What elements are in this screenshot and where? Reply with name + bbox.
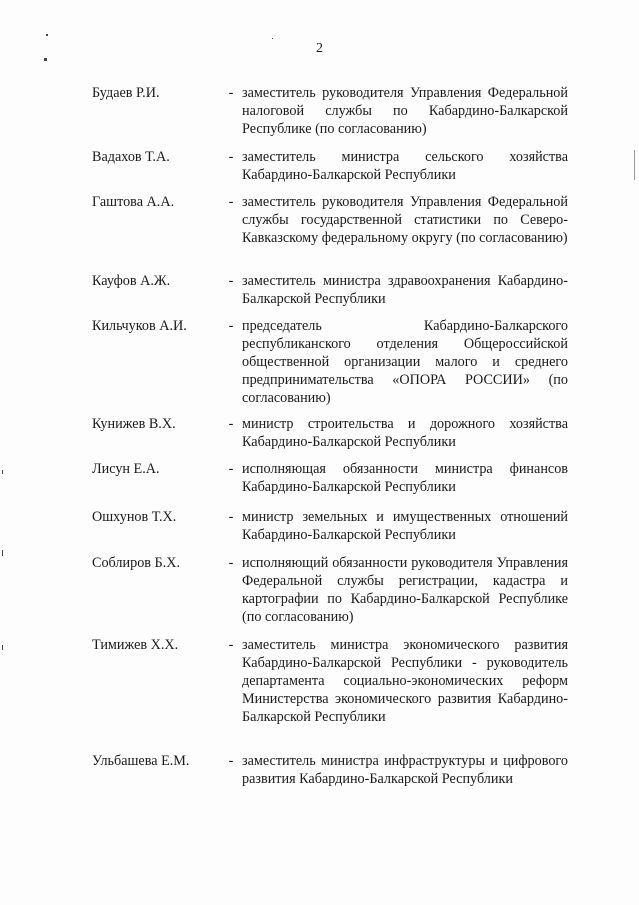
member-position: заместитель министра здравоохранения Кабардино-Балкарской Республики: [242, 273, 568, 307]
member-name: Вадахов Т.А.: [92, 149, 170, 165]
member-name: Гаштова А.А.: [92, 194, 175, 210]
member-position: исполняющая обязанности министра финансов Кабардино-Балкарской Республики: [242, 461, 568, 495]
member-name: Кунижев В.Х.: [92, 416, 176, 432]
member-name: Кильчуков А.И.: [92, 318, 187, 334]
member-position: заместитель министра сельского хозяйства Кабардино-Балкарской Республики: [242, 149, 568, 183]
entry-dash: -: [228, 637, 234, 653]
scan-edge: [634, 150, 635, 180]
scan-speck: [272, 38, 273, 39]
member-name: Лисун Е.А.: [92, 461, 160, 477]
member-name: Ошхунов Т.Х.: [92, 509, 177, 525]
member-position: министр строительства и дорожного хозяйства Кабардино-Балкарской Республики: [242, 416, 568, 450]
scan-speck: [2, 550, 3, 556]
member-position: заместитель руководителя Управления Федеральной налоговой службы по Кабардино-Балкарской Республике (по согласованию): [242, 85, 568, 137]
member-name: Кауфов А.Ж.: [92, 273, 171, 289]
member-position: заместитель руководителя Управления Федеральной службы государственной статистики по Северо-Кавказскому федеральному округу (по согласованию): [242, 194, 568, 246]
member-name: Тимижев Х.Х.: [92, 637, 179, 653]
scan-speck: [44, 58, 47, 61]
page-number: 2: [316, 41, 323, 56]
entry-dash: -: [228, 753, 234, 769]
member-position: заместитель министра инфраструктуры и цифрового развития Кабардино-Балкарской Республики: [242, 753, 568, 787]
scan-speck: [2, 645, 3, 650]
entry-dash: -: [228, 149, 234, 165]
entry-dash: -: [228, 85, 234, 101]
entry-dash: -: [228, 461, 234, 477]
entry-dash: -: [228, 555, 234, 571]
scan-speck: [2, 470, 3, 474]
member-name: Будаев Р.И.: [92, 85, 160, 101]
entry-dash: -: [228, 416, 234, 432]
member-position: заместитель министра экономического развития Кабардино-Балкарской Республики - руководитель департамента социально-экономических реформ Министерства экономического развития Кабардино-Балкарской Республики: [242, 637, 568, 725]
member-name: Соблиров Б.Х.: [92, 555, 181, 571]
member-name: Ульбашева Е.М.: [92, 753, 190, 769]
scan-speck: [46, 34, 48, 36]
entry-dash: -: [228, 318, 234, 334]
entry-dash: -: [228, 273, 234, 289]
entry-dash: -: [228, 194, 234, 210]
member-position: министр земельных и имущественных отношений Кабардино-Балкарской Республики: [242, 509, 568, 543]
member-position: исполняющий обязанности руководителя Управления Федеральной службы регистрации, кадастра и картографии по Кабардино-Балкарской Республике (по согласованию): [242, 555, 568, 625]
entry-dash: -: [228, 509, 234, 525]
member-position: председатель Кабардино-Балкарского республиканского отделения Общероссийской общественной организации малого и среднего предпринимательства «ОПОРА РОССИИ» (по согласованию): [242, 318, 568, 406]
